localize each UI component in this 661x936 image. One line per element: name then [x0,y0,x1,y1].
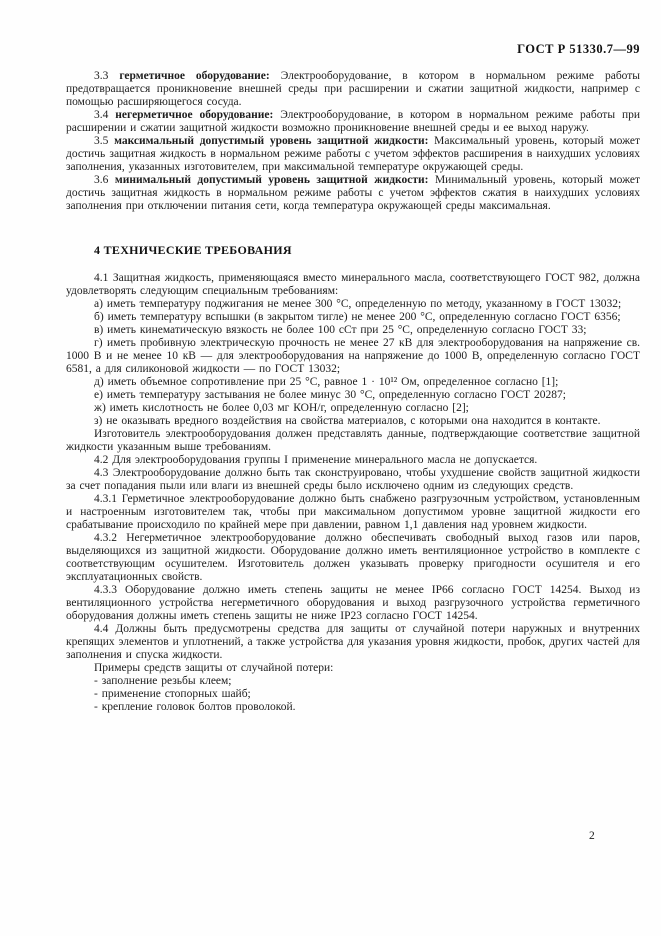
defined-term: максимальный допустимый уровень защитной жидкости: [114,135,435,147]
paragraph [66,135,640,174]
clause-text: Максимальный уровень, который может достичь защитная жидкость в нормальном режиме работы с учетом эффектов расширения в наихудших условиях заполнения, указанных изготовителем, при максимальной температуре окружающей среды. [66,135,641,173]
clause-number: б) [94,311,108,323]
clause-number: 4.2 [94,454,113,466]
clause-text: иметь температуру застывания не более минус 30 °С, определенную согласно ГОСТ 20287; [106,389,567,401]
clause-text: не оказывать вредного воздействия на свойства материалов, с которыми она находится в контакте. [106,415,601,427]
list-bullet: - [94,675,102,687]
defined-term: минимальный допустимый уровень защитной жидкости: [114,174,435,186]
clause-text: Минимальный уровень, который может достичь защитная жидкость в нормальном режиме работы с учетом эффектов сжатия в наихудших условиях заполнения при отключении питания сети, когда температура окружающей среды максимальная. [66,174,640,212]
defined-term: герметичное оборудование: [119,70,281,82]
clause-number: 4.3 [94,467,113,479]
clause-number: 4.3.2 [94,532,127,544]
paragraph [66,467,640,493]
list-item [66,701,640,714]
clause-text: иметь температуру вспышки (в закрытом тигле) не менее 200 °С, определенную согласно ГОСТ 6356; [107,311,621,323]
paragraph [66,311,640,324]
paragraph [66,532,640,584]
clause-text: Электрооборудование, в котором в нормальном режиме работы при расширении и сжатии защитной жидкости возможно проникновение внешней среды и ее выход наружу. [66,109,641,134]
clause-number: 3.4 [94,109,116,121]
clause-text: иметь кинематическую вязкость не более 100 сСт при 25 °С, определенную согласно ГОСТ 33; [107,324,587,336]
clause-text: иметь пробивную электрическую прочность не менее 27 кВ для электрооборудования на напряжение св. 1000 В и не менее 10 кВ — для электрооборудования на напряжение до 1000 В, определенную согласно ГОСТ 6581, а для силиконовой жидкости — по ГОСТ 13032; [66,337,640,375]
clause-number: а) [94,298,107,310]
paragraph [66,454,640,467]
paragraph [66,324,640,337]
clause-text: Электрооборудование, в котором в нормальном режиме работы предотвращается проникновение внешней среды при расширении и сжатии защитной жидкости, например с помощью расширяющегося сосуда. [66,70,641,108]
clause-text: иметь кислотность не более 0,03 мг КОН/г, определенную согласно [2]; [109,402,469,414]
clause-text: применение стопорных шайб; [101,688,251,700]
clause-text: иметь объемное сопротивление при 25 °С, равное 1 · 10¹² Ом, определенное согласно [1]; [107,376,559,388]
clause-text: Изготовитель электрооборудования должен представлять данные, подтверждающие соответствие защитной жидкости указанным выше требованиям. [66,428,640,453]
paragraph [66,389,640,402]
clause-text: Герметичное электрооборудование должно быть снабжено разгрузочным устройством, установленным и настроенным изготовителем так, чтобы при максимальном допустимом уровне защитной жидкости его срабатывание происходило по крайней мере при давлении, равном 1,1 давления над уровнем жидкости. [66,493,640,531]
clause-number: 4.1 [94,272,113,284]
clause-text: Негерметичное электрооборудование должно обеспечивать свободный выход газов или паров, выделяющихся из защитной жидкости. Оборудование должно иметь вентиляционное устройство в комплекте с соответствующим осушителем. Изготовитель должен указывать проверку пригодности осушителя и его эксплуатационных свойств. [66,532,640,583]
paragraph [66,428,640,454]
paragraph [66,584,640,623]
clause-text: заполнение резьбы клеем; [101,675,232,687]
clause-number: 4.3.3 [94,584,125,596]
clause-text: Должны быть предусмотрены средства для защиты от случайной потери наружных и внутренних крепящих элементов и уплотнений, а также устройства для указания уровня жидкости, пробок, других частей для заполнения и спуска жидкости. [66,623,641,661]
list-bullet: - [94,701,102,713]
clause-number: ж) [94,402,110,414]
paragraph [66,272,640,298]
clause-number: 3.6 [94,174,115,186]
clause-text: Для электрооборудования группы I применение минерального масла не допускается. [112,454,538,466]
paragraph [66,623,640,662]
list-bullet: - [94,688,102,700]
clause-number: з) [94,415,107,427]
clause-number: 4.3.1 [94,493,122,505]
clause-text: Защитная жидкость, применяющаяся вместо минерального масла, соответствующего ГОСТ 982, должна удовлетворять следующим специальным требованиям: [66,272,641,297]
clause-number: 3.3 [94,70,120,82]
clause-text: Электрооборудование должно быть так сконструировано, чтобы ухудшение свойств защитной жидкости за счет попадания пыли или влаги из внешней среды было исключено одним из следующих средств. [66,467,640,492]
paragraph [66,337,640,376]
clause-number: 4.4 [94,623,116,635]
document-body [66,70,640,714]
list-item [66,688,640,701]
paragraph [66,298,640,311]
clause-number: д) [94,376,108,388]
clause-text: Примеры средств защиты от случайной потери: [94,662,334,674]
clause-text: крепление головок болтов проволокой. [101,701,296,713]
clause-text: Оборудование должно иметь степень защиты не менее IP66 согласно ГОСТ 14254. Выход из вентиляционного устройства негерметичного оборудования и выход разгрузочного устройства герметичного оборудования должны иметь степень защиты не ниже IP23 согласно ГОСТ 14254. [66,584,640,622]
clause-number: г) [94,337,108,349]
paragraph [66,662,640,675]
clause-number: 3.5 [94,135,115,147]
paragraph [66,493,640,532]
paragraph [66,109,640,135]
paragraph [66,415,640,428]
paragraph [66,376,640,389]
clause-text: иметь температуру поджигания не менее 300 °С, определенную по методу, указанному в ГОСТ 13032; [106,298,622,310]
section-heading: 4 ТЕХНИЧЕСКИЕ ТРЕБОВАНИЯ [94,243,292,257]
standard-designation-header: ГОСТ Р 51330.7—99 [517,42,640,56]
paragraph [66,402,640,415]
paragraph [66,70,640,109]
defined-term: негерметичное оборудование: [115,109,281,121]
paragraph [66,174,640,213]
list-item [66,675,640,688]
page-number: 2 [589,830,595,842]
clause-number: в) [94,324,108,336]
clause-number: е) [94,389,107,401]
